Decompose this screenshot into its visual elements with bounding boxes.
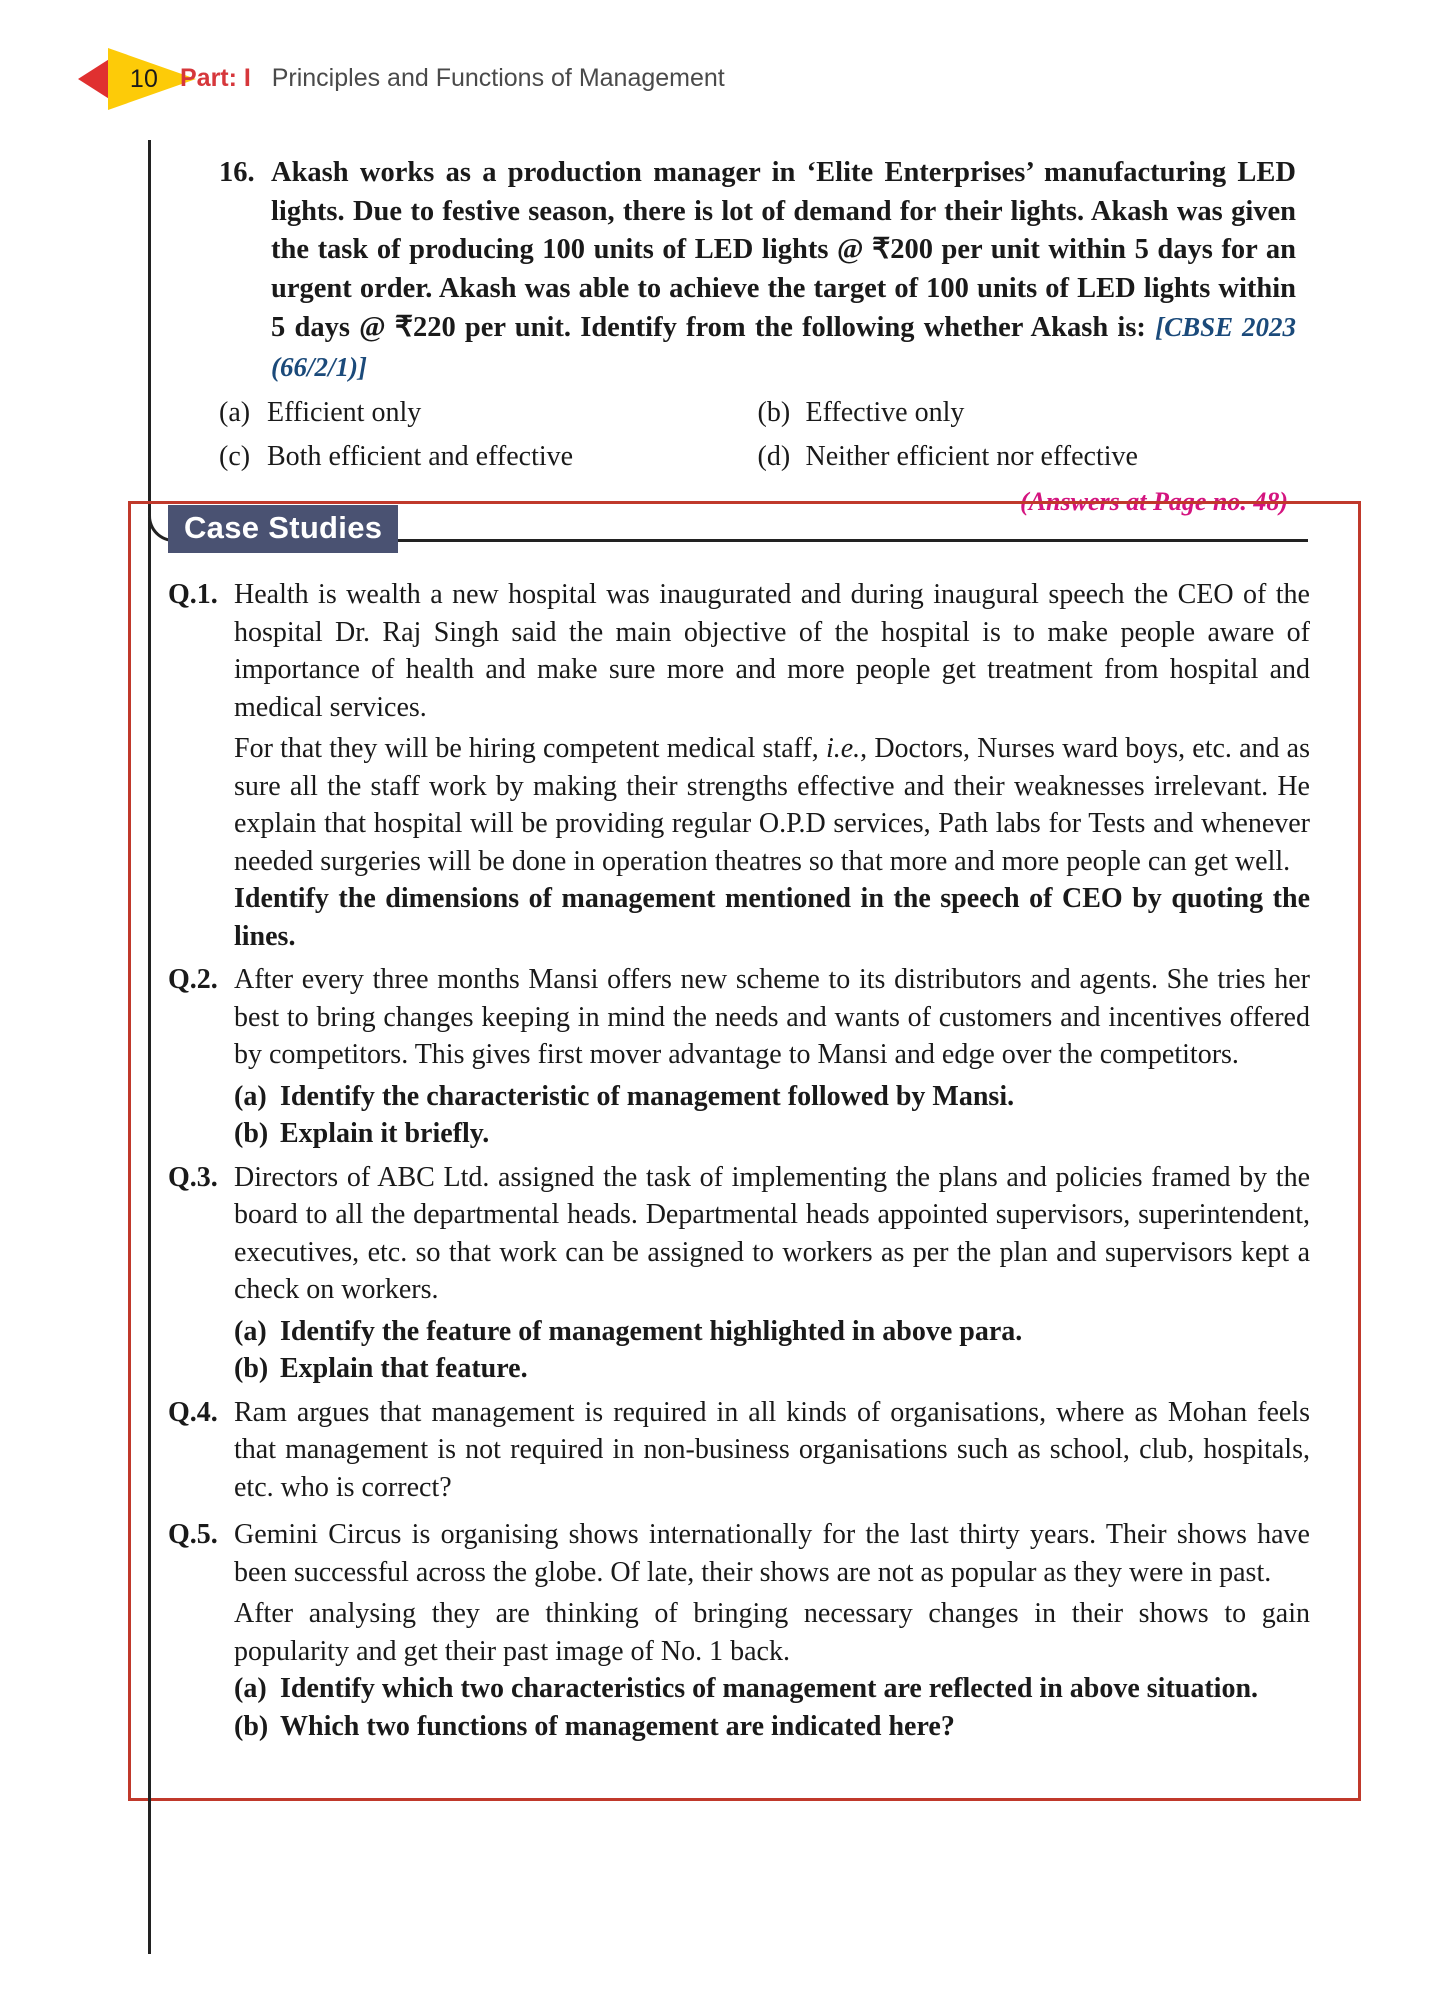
case-question-2-sub-b-tag: (b) bbox=[234, 1118, 269, 1149]
case-question-5-para-2: After analysing they are thinking of bringing necessary changes in their shows to gain popularity and get their past image of No. 1 back. bbox=[234, 1598, 1310, 1667]
case-question-3-sub-b bbox=[234, 1350, 1338, 1388]
case-question-5-sub-b-tag: (b) bbox=[234, 1710, 269, 1742]
case-question-1 bbox=[162, 576, 1338, 726]
case-question-4-para-1: Ram argues that management is required in all kinds of organisations, where as Mohan feels that management is not required in non-business organisations such as school, club, hospitals, etc. who is correct? bbox=[234, 1396, 1310, 1503]
option-d-tag: (d) bbox=[757, 441, 791, 472]
answers-page-note: (Answers at Page no. 48) bbox=[1020, 487, 1288, 516]
question-16-text bbox=[271, 154, 1296, 387]
case-question-3-sub-a-label: Identify the feature of management highlighted in above para. bbox=[280, 1315, 1023, 1347]
option-c-label: Both efficient and effective bbox=[267, 441, 574, 472]
question-16-options-row-2 bbox=[151, 439, 1308, 475]
case-question-1-bold-prompt: Identify the dimensions of management mentioned in the speech of CEO by quoting the lines. bbox=[234, 883, 1310, 952]
case-question-5-sub-a-tag: (a) bbox=[234, 1673, 267, 1704]
question-16-options-row-1 bbox=[151, 395, 1308, 431]
case-question-2 bbox=[162, 961, 1338, 1074]
case-question-3-sub-b-label: Explain that feature. bbox=[280, 1353, 528, 1384]
case-question-2-para-1: After every three months Mansi offers new scheme to its distributors and agents. She tries her best to bring changes keeping in mind the needs and wants of customers and incentives offered by competitors. This gives first mover advantage to Mansi and edge over the competitors. bbox=[234, 964, 1310, 1070]
case-question-5-number: Q.5. bbox=[168, 1519, 218, 1550]
case-question-3-number: Q.3. bbox=[168, 1161, 218, 1193]
case-question-2-sub-a-tag: (a) bbox=[234, 1080, 267, 1112]
case-question-1-number: Q.1. bbox=[168, 579, 218, 610]
page-number-flag bbox=[78, 48, 196, 110]
question-16-citation: [CBSE 2023 (66/2/1)] bbox=[271, 312, 1296, 382]
question-16-row bbox=[151, 154, 1308, 387]
case-studies-title: Case Studies bbox=[168, 505, 398, 553]
case-question-4 bbox=[162, 1394, 1338, 1507]
question-16-number: 16. bbox=[219, 157, 255, 188]
ie-abbrev: i.e. bbox=[825, 733, 861, 764]
case-question-3-para-1: Directors of ABC Ltd. assigned the task of implementing the plans and policies framed by the board to all the departmental heads. Departmental heads appointed supervisors, superintendent, executives, etc. so that work can be assigned to workers as per the plan and supervisors kept a check on workers. bbox=[234, 1161, 1310, 1305]
case-question-3-sub-a-tag: (a) bbox=[234, 1315, 267, 1347]
option-b-label: Effective only bbox=[805, 397, 965, 428]
option-a[interactable] bbox=[219, 395, 758, 431]
option-b[interactable] bbox=[758, 395, 1297, 431]
case-question-5-sub-a bbox=[234, 1670, 1338, 1708]
case-question-2-sub-b bbox=[234, 1115, 1338, 1153]
option-a-tag: (a) bbox=[219, 397, 251, 428]
page-number: 10 bbox=[129, 65, 159, 93]
case-question-5-sub-b-label: Which two functions of management are indicated here? bbox=[280, 1710, 955, 1742]
question-16-block bbox=[148, 140, 1308, 542]
option-c-tag: (c) bbox=[219, 441, 251, 472]
page-running-header bbox=[0, 48, 1445, 110]
case-question-2-sub-a-label: Identify the characteristic of management followed by Mansi. bbox=[280, 1080, 1015, 1112]
case-question-2-sub-a bbox=[234, 1078, 1338, 1116]
case-question-3-sub-b-tag: (b) bbox=[234, 1353, 269, 1384]
case-question-4-number: Q.4. bbox=[168, 1396, 218, 1428]
case-question-1-para-2: For that they will be hiring competent medical staff, i.e., Doctors, Nurses ward boys, etc. and as sure all the staff work by making their strengths effective and their weaknesses irrelevant. He explain that hospital will be providing regular O.P.D services, Path labs for Tests and whenever needed surgeries will be done in operation theatres so that more and more people can get well. bbox=[234, 733, 1311, 877]
option-a-label: Efficient only bbox=[267, 397, 422, 428]
case-question-5-sub-b bbox=[234, 1708, 1338, 1746]
case-question-3-sub-a bbox=[234, 1313, 1338, 1351]
option-d[interactable] bbox=[758, 439, 1297, 475]
case-question-1-para-1: Health is wealth a new hospital was inaugurated and during inaugural speech the CEO of the hospital Dr. Raj Singh said the main objective of the hospital is to make people aware of importance of health and make sure more and more people get treatment from hospital and medical services. bbox=[234, 579, 1310, 723]
case-question-5 bbox=[162, 1516, 1338, 1591]
option-c[interactable] bbox=[219, 439, 758, 475]
header-chapter-title: Principles and Functions of Management bbox=[271, 64, 725, 92]
case-studies-content bbox=[148, 576, 1338, 1745]
header-part-label: Part: I bbox=[180, 64, 251, 92]
option-b-tag: (b) bbox=[757, 397, 791, 428]
case-question-3 bbox=[162, 1159, 1338, 1309]
question-16-statement: Akash works as a production manager in ‘Elite Enterprises’ manufacturing LED lights. Due to festive season, there is lot of demand for their lights. Akash was given the task of producing 100 units of LED lights @ ₹200 per unit within 5 days for an urgent order. Akash was able to achieve the target of 100 units of LED lights within 5 days @ ₹220 per unit. Identify from the following whether Akash is: bbox=[271, 157, 1296, 343]
option-d-label: Neither efficient nor effective bbox=[805, 441, 1138, 472]
case-question-2-number: Q.2. bbox=[168, 964, 218, 995]
case-question-2-sub-b-label: Explain it briefly. bbox=[280, 1118, 490, 1149]
header-breadcrumb bbox=[180, 64, 725, 93]
case-question-5-para-1: Gemini Circus is organising shows internationally for the last thirty years. Their shows have been successful across the globe. Of late, their shows are not as popular as they were in past. bbox=[234, 1519, 1310, 1588]
case-question-5-sub-a-label: Identify which two characteristics of management are reflected in above situation. bbox=[280, 1673, 1259, 1704]
